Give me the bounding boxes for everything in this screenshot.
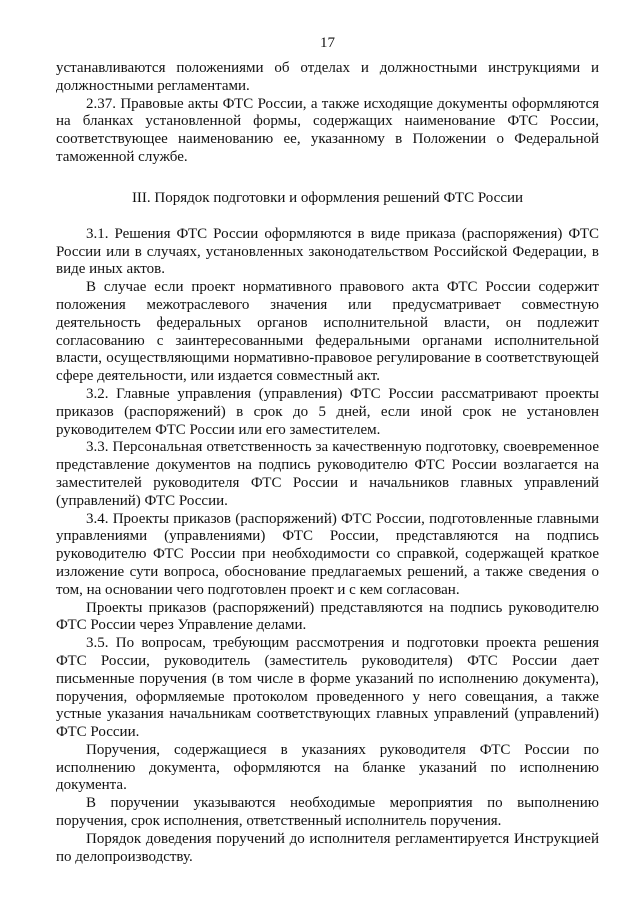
paragraph-3-3: 3.3. Персональная ответственность за качественную подготовку, своевременное представление документов на подпись руководителю ФТС России возлагается на заместителей руководителя ФТС России и начальников главных управлений (управлений) ФТС России. — [56, 439, 599, 509]
paragraph-submission: Проекты приказов (распоряжений) представляются на подпись руководителю ФТС России через Управление делами. — [56, 599, 599, 634]
paragraph-continuation: устанавливаются положениями об отделах и должностными инструкциями и должностными регламентами. — [56, 60, 599, 94]
paragraph-instructions-form: Поручения, содержащиеся в указаниях руководителя ФТС России по исполнению документа, оформляются на бланке указаний по исполнению документа. — [56, 741, 599, 794]
paragraph-3-1: 3.1. Решения ФТС России оформляются в виде приказа (распоряжения) ФТС России или в случаях, установленных законодательством Российской Федерации, в виде иных актов. — [56, 225, 599, 278]
paragraph-instruction-content: В поручении указываются необходимые мероприятия по выполнению поручения, срок исполнения, ответственный исполнитель поручения. — [56, 795, 599, 830]
document-page — [56, 34, 599, 866]
page-number: 17 — [320, 35, 335, 51]
paragraph-delivery-procedure: Порядок доведения поручений до исполнителя регламентируется Инструкцией по делопроизводству. — [56, 830, 599, 865]
paragraph-2-37: 2.37. Правовые акты ФТС России, а также исходящие документы оформляются на бланках установленной формы, содержащих наименование ФТС России, соответствующее наименованию ее, указанному в Положении о Федеральной таможенной службе. — [56, 95, 599, 165]
paragraph-3-5: 3.5. По вопросам, требующим рассмотрения и подготовки проекта решения ФТС России, руководитель (заместитель руководителя) ФТС России дает письменные поручения (в том числе в форме указаний по исполнению документа), поручения, оформляемые протоколом проведенного у него совещания, а также устные указания начальникам соответствующих главных управлений (управлений) ФТС России. — [56, 635, 599, 741]
paragraph-3-4: 3.4. Проекты приказов (распоряжений) ФТС России, подготовленные главными управлениями (управлениями) ФТС России, представляются на подпись руководителю ФТС России при необходимости со справкой, содержащей краткое изложение сути вопроса, обоснование предлагаемых решений, а также сведения о том, на основании чего подготовлен проект и с кем согласован. — [56, 510, 599, 598]
paragraph-3-2: 3.2. Главные управления (управления) ФТС России рассматривают проекты приказов (распоряжений) в срок до 5 дней, если иной срок не установлен руководителем ФТС России или его заместителем. — [56, 385, 599, 438]
paragraph-joint-act: В случае если проект нормативного правового акта ФТС России содержит положения межотраслевого значения или предусматривает совместную деятельность федеральных органов исполнительной власти, он подлежит согласованию с заинтересованными федеральными органами исполнительной власти, осуществляющими нормативно-правовое регулирование в соответствующей сфере деятельности, или издается совместный акт. — [56, 279, 599, 385]
section-heading: III. Порядок подготовки и оформления решений ФТС России — [131, 189, 524, 206]
